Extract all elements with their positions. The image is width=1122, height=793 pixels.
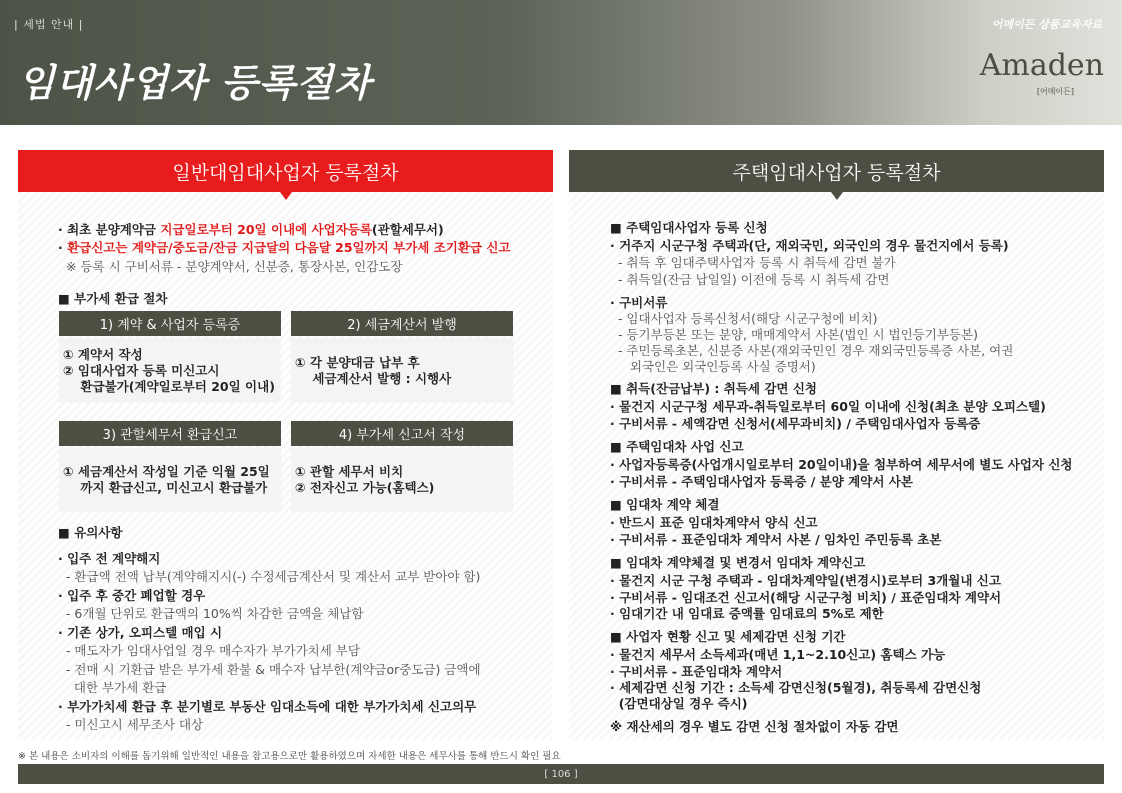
housing-rental-line: - 등기부등본 또는 분양, 매매계약서 사본(법인 시 법인등기부등본) xyxy=(610,327,978,342)
step-3-line: ① 세금계산서 작성일 기준 익월 25일 xyxy=(63,464,270,479)
caution-line: - 미신고시 세무조사 대상 xyxy=(58,717,204,732)
housing-rental-line: ■ 주택임대사업자 등록 신청 xyxy=(610,220,768,235)
step-4-head: 4) 부가세 신고서 작성 xyxy=(291,421,513,446)
step-1-head: 1) 계약 & 사업자 등록증 xyxy=(59,311,281,336)
step-2-line: ① 각 분양대금 납부 후 xyxy=(295,355,420,370)
housing-rental-line: ■ 임대차 계약체결 및 변경서 임대차 계약신고 xyxy=(610,555,866,570)
step-2-body xyxy=(291,338,513,403)
housing-rental-line: - 취득일(잔금 납일일) 이전에 등록 시 취득세 감면 xyxy=(610,272,890,287)
step-2-line: 세금계산서 발행 : 시행사 xyxy=(295,371,452,386)
housing-rental-line: ■ 임대차 계약 체결 xyxy=(610,497,720,512)
intro-2-red: 환급신고는 계약금/중도금/잔금 지급달의 다음달 25일까지 부가세 조기환급 신고 xyxy=(67,240,511,255)
section-label: | 세법 안내 | xyxy=(14,18,84,31)
brand-logo: Amaden xyxy=(979,48,1104,83)
general-rental-heading: 일반대임대사업자 등록절차 xyxy=(18,150,553,192)
housing-rental-line: · 세제감면 신청 기간 : 소득세 감면신청(5월경), 취등록세 감면신청 xyxy=(610,680,982,695)
housing-rental-line: - 임대사업자 등록신청서(해당 시군구청에 비치) xyxy=(610,311,878,326)
step-2-head: 2) 세금계산서 발행 xyxy=(291,311,513,336)
intro-line-2 xyxy=(58,239,511,256)
header-banner xyxy=(0,0,1122,125)
caution-line: · 입주 후 중간 폐업할 경우 xyxy=(58,588,206,603)
intro-1-red: 지급일로부터 20일 이내에 사업자등록 xyxy=(160,222,372,237)
housing-rental-line: · 물건지 시군 구청 주택과 - 임대차계약일(변경시)로부터 3개월내 신고 xyxy=(610,573,1001,588)
step-4-line: ② 전자신고 가능(홈텍스) xyxy=(295,480,435,495)
housing-rental-line: - 취득 후 임대주택사업자 등록 시 취득세 감면 불가 xyxy=(610,255,896,270)
caution-line: 대한 부가세 환급 xyxy=(58,680,167,695)
intro-1-post: (관할세무서) xyxy=(371,222,444,237)
housing-rental-line: · 구비서류 - 주택임대사업자 등록증 / 분양 계약서 사본 xyxy=(610,474,913,489)
caution-line: · 부가가치세 환급 후 분기별로 부동산 임대소득에 대한 부가가치세 신고의무 xyxy=(58,699,477,714)
brand-note: 어메이든 상품교육자료 xyxy=(991,18,1102,31)
housing-rental-line: · 구비서류 - 임대조건 신고서(해당 시군구청 비치) / 표준임대차 계약서 xyxy=(610,590,1002,605)
housing-rental-line: · 물건지 세무서 소득세과(매년 1,1~2.10신고) 홈텍스 가능 xyxy=(610,647,946,662)
intro-line-1 xyxy=(58,221,444,238)
housing-rental-line: · 구비서류 - 표준임대차 계약서 사본 / 임차인 주민등록 초본 xyxy=(610,532,942,547)
page-number-bar xyxy=(18,764,1104,784)
step-4-body xyxy=(291,448,513,512)
step-3-line: 까지 환급신고, 미신고시 환급불가 xyxy=(63,480,268,495)
footnote: ※ 본 내용은 소비자의 이해를 돕기위해 일반적인 내용을 참고용으로만 활용하였으며 자세한 내용은 세무사를 통해 반드시 확인 필요 xyxy=(18,751,561,762)
housing-rental-line: · 구비서류 xyxy=(610,295,668,310)
caution-title: ■ 유의사항 xyxy=(58,525,123,540)
caution-line: - 전매 시 기환급 받은 부가세 환불 & 매수자 납부한(계약금or중도금) 금액에 xyxy=(58,662,481,677)
page-title: 임대사업자 등록절차 xyxy=(18,61,372,105)
step-1-line: ② 임대사업자 등록 미신고시 xyxy=(63,363,220,378)
step-1-line: ① 계약서 작성 xyxy=(63,347,143,362)
housing-rental-line: · 반드시 표준 임대차계약서 양식 신고 xyxy=(610,515,818,530)
housing-rental-line: · 사업자등록증(사업개시일로부터 20일이내)을 첨부하여 세무서에 별도 사업자 신청 xyxy=(610,457,1073,472)
intro-note: ※ 등록 시 구비서류 - 분양계약서, 신분증, 통장사본, 인감도장 xyxy=(66,259,403,274)
caution-line: - 6개월 단위로 환급액의 10%씩 차감한 금액을 체납함 xyxy=(58,606,364,621)
housing-rental-line: · 구비서류 - 표준임대차 계약서 xyxy=(610,664,783,679)
housing-rental-line: ※ 재산세의 경우 별도 감면 신청 절차없이 자동 감면 xyxy=(610,719,899,734)
caution-line: - 매도자가 임대사업일 경우 매수자가 부가가치세 부담 xyxy=(58,643,360,658)
housing-rental-line: ■ 사업자 현황 신고 및 세제감면 신청 기간 xyxy=(610,629,846,644)
step-1-body xyxy=(59,338,281,403)
housing-rental-line: (감면대상일 경우 즉시) xyxy=(610,696,748,711)
step-4-line: ① 관할 세무서 비치 xyxy=(295,464,404,479)
housing-rental-line: · 임대기간 내 임대료 증액률 임대료의 5%로 제한 xyxy=(610,606,884,621)
housing-rental-line: 외국인은 외국인등록 사실 증명서) xyxy=(610,359,816,374)
housing-rental-line: · 거주지 시군구청 주택과(단, 재외국민, 외국인의 경우 물건지에서 등록) xyxy=(610,238,1009,253)
step-3-head: 3) 관할세무서 환급신고 xyxy=(59,421,281,446)
housing-rental-line: - 주민등록초본, 신분증 사본(재외국민인 경우 재외국민등록증 사본, 여권 xyxy=(610,343,1014,358)
refund-procedure-title: ■ 부가세 환급 절차 xyxy=(58,291,168,306)
housing-rental-line: · 물건지 시군구청 세무과-취득일로부터 60일 이내에 신청(최초 분양 오피스텔) xyxy=(610,399,1046,414)
caution-line: · 기존 상가, 오피스텔 매입 시 xyxy=(58,625,223,640)
housing-rental-line: ■ 주택임대차 사업 신고 xyxy=(610,439,744,454)
step-3-body xyxy=(59,448,281,512)
page-number: [ 106 ] xyxy=(544,768,578,780)
housing-rental-line: · 구비서류 - 세액감면 신청서(세무과비치) / 주택임대사업자 등록증 xyxy=(610,416,981,431)
step-1-line: 환급불가(계약일로부터 20일 이내) xyxy=(63,379,275,394)
brand-logo-sub: [어메이든] xyxy=(1036,87,1074,96)
caution-line: · 입주 전 계약해지 xyxy=(58,551,161,566)
housing-rental-heading: 주택임대사업자 등록절차 xyxy=(569,150,1104,192)
caution-line: - 환급액 전액 납부(계약해지시(-) 수정세금계산서 및 계산서 교부 받아야 함) xyxy=(58,569,481,584)
intro-1-pre: · 최초 분양계약금 xyxy=(58,222,161,237)
housing-rental-line: ■ 취득(잔금납부) : 취득세 감면 신청 xyxy=(610,381,817,396)
intro-2-pre: · xyxy=(58,240,68,255)
